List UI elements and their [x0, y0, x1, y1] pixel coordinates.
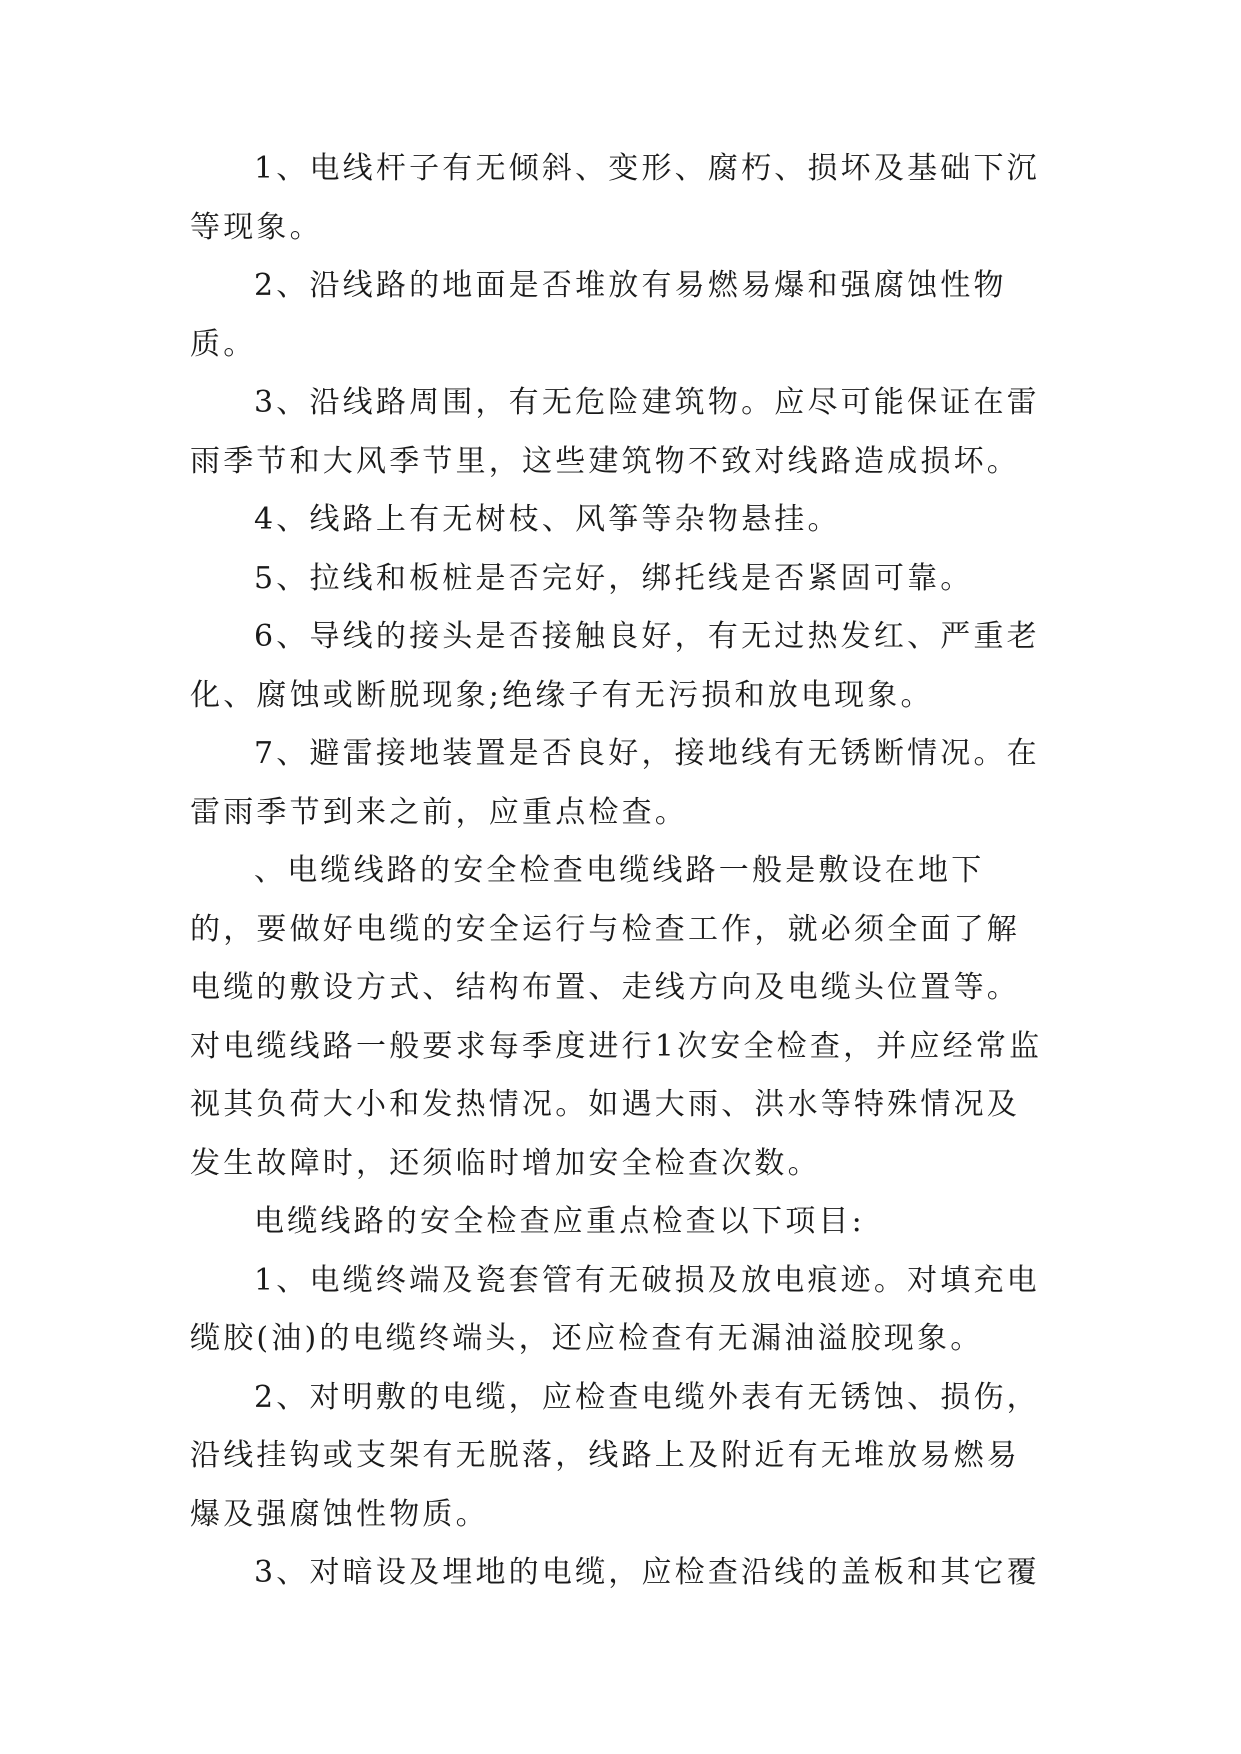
paragraph-stay-wire: 5、拉线和板桩是否完好，绑托线是否紧固可靠。: [254, 560, 974, 596]
paragraph-cable-check-items-heading: 电缆线路的安全检查应重点检查以下项目:: [254, 1204, 865, 1239]
paragraph-ground-materials: 2、沿线路的地面是否堆放有易燃易爆和强腐蚀性物质。: [190, 268, 1007, 362]
paragraph-pole-check: 1、电线杆子有无倾斜、变形、腐朽、损坏及基础下沉等现象。: [190, 151, 1040, 245]
document-page: [190, 140, 1050, 1603]
paragraph-cable-line-safety: 、电缆线路的安全检查电缆线路一般是敷设在地下的，要做好电缆的安全运行与检查工作，就必须全面了解电缆的敷设方式、结构布置、走线方向及电缆头位置等。对电缆线路一般要求每季度进行1次安全检查，并应经常监视其负荷大小和发热情况。如遇大雨、洪水等特殊情况及发生故障时，还须临时增加安全检查次数。: [190, 853, 1043, 1181]
paragraph-dangerous-buildings: 3、沿线路周围，有无危险建筑物。应尽可能保证在雷雨季节和大风季节里，这些建筑物不致对线路造成损坏。: [190, 385, 1040, 479]
paragraph-cable-terminal: 1、电缆终端及瓷套管有无破损及放电痕迹。对填充电缆胶(油)的电缆终端头，还应检查有无漏油溢胶现象。: [190, 1262, 1040, 1356]
paragraph-lightning-grounding: 7、避雷接地装置是否良好，接地线有无锈断情况。在雷雨季节到来之前，应重点检查。: [190, 736, 1040, 830]
paragraph-exposed-cable: 2、对明敷的电缆，应检查电缆外表有无锈蚀、损伤，沿线挂钩或支架有无脱落，线路上及附近有无堆放易燃易爆及强腐蚀性物质。: [190, 1379, 1040, 1532]
paragraph-hanging-debris: 4、线路上有无树枝、风筝等杂物悬挂。: [254, 502, 841, 537]
paragraph-conductor-joints: 6、导线的接头是否接触良好，有无过热发红、严重老化、腐蚀或断脱现象;绝缘子有无污损和放电现象。: [190, 619, 1040, 713]
paragraph-buried-cable: 3、对暗设及埋地的电缆，应检查沿线的盖板和其它覆: [254, 1555, 1040, 1590]
